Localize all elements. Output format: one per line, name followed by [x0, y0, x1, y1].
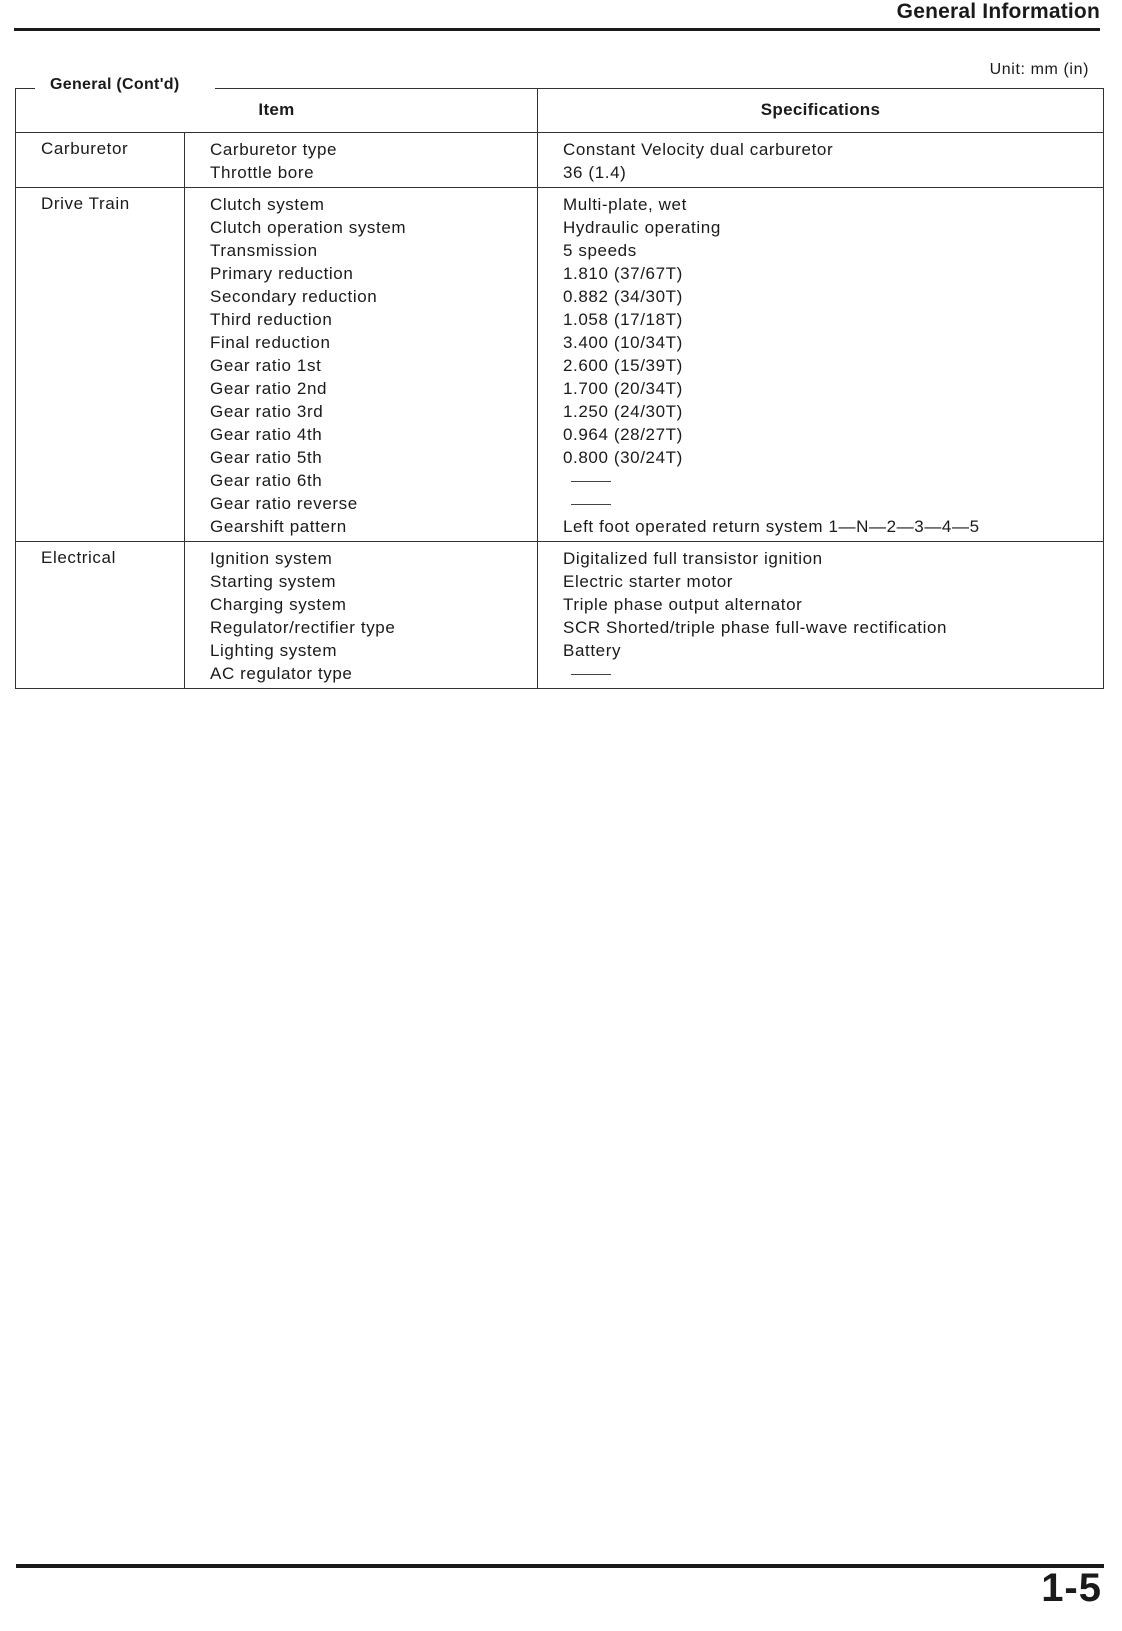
- spec-value: 3.400 (10/34T): [563, 333, 683, 352]
- spec-value: 5 speeds: [563, 241, 637, 260]
- spec-value: Left foot operated return system 1—N—2—3—4—5: [563, 517, 980, 536]
- item-label: Gear ratio 3rd: [210, 402, 324, 421]
- spec-cell: [538, 188, 1104, 542]
- spec-value: SCR Shorted/triple phase full-wave rectification: [563, 618, 948, 637]
- item-label: Carburetor type: [210, 140, 338, 159]
- item-label: Charging system: [210, 595, 347, 614]
- spec-not-applicable: [563, 469, 1103, 492]
- spec-value: 1.810 (37/67T): [563, 264, 683, 283]
- spec-value: Multi-plate, wet: [563, 195, 687, 214]
- spec-not-applicable: [563, 662, 1103, 685]
- page-number: 1-5: [1041, 1566, 1102, 1610]
- table-body: [16, 133, 1104, 689]
- item-label: Clutch system: [210, 195, 325, 214]
- not-applicable-dash: [571, 481, 611, 482]
- table-header-row: [16, 88, 1104, 133]
- item-label: Regulator/rectifier type: [210, 618, 396, 637]
- item-label: Gear ratio reverse: [210, 494, 358, 513]
- table-row: [16, 542, 1104, 689]
- spec-value: Electric starter motor: [563, 572, 734, 591]
- column-header-specifications: Specifications: [538, 88, 1104, 133]
- spec-table: [15, 88, 1104, 689]
- item-cell: [185, 133, 538, 188]
- category-cell: Drive Train: [16, 188, 185, 542]
- item-label: Gearshift pattern: [210, 517, 347, 536]
- section-label: General (Cont'd): [50, 76, 180, 93]
- spec-value: 0.800 (30/24T): [563, 448, 683, 467]
- item-label: Gear ratio 5th: [210, 448, 323, 467]
- item-label: Secondary reduction: [210, 287, 378, 306]
- footer-rule: [16, 1564, 1104, 1568]
- spec-value: 1.058 (17/18T): [563, 310, 683, 329]
- table-row: [16, 188, 1104, 542]
- table-row: [16, 133, 1104, 188]
- unit-label: Unit: mm (in): [989, 61, 1089, 78]
- item-label: Starting system: [210, 572, 337, 591]
- column-header-item: Item: [16, 88, 538, 133]
- item-label: Transmission: [210, 241, 318, 260]
- item-cell: [185, 542, 538, 689]
- spec-cell: [538, 133, 1104, 188]
- category-cell: Carburetor: [16, 133, 185, 188]
- spec-value: Triple phase output alternator: [563, 595, 803, 614]
- category-cell: Electrical: [16, 542, 185, 689]
- spec-value: 1.700 (20/34T): [563, 379, 683, 398]
- spec-value: 0.882 (34/30T): [563, 287, 683, 306]
- spec-value: Battery: [563, 641, 622, 660]
- not-applicable-dash: [571, 504, 611, 505]
- header-rule: [14, 28, 1100, 31]
- item-label: Gear ratio 1st: [210, 356, 322, 375]
- item-label: Lighting system: [210, 641, 338, 660]
- spec-not-applicable: [563, 492, 1103, 515]
- item-label: Clutch operation system: [210, 218, 407, 237]
- page-header-title: General Information: [896, 0, 1100, 23]
- spec-value: 36 (1.4): [563, 163, 627, 182]
- item-label: Final reduction: [210, 333, 331, 352]
- spec-value: 0.964 (28/27T): [563, 425, 683, 444]
- spec-cell: [538, 542, 1104, 689]
- item-label: Third reduction: [210, 310, 333, 329]
- item-label: Ignition system: [210, 549, 333, 568]
- not-applicable-dash: [571, 674, 611, 675]
- spec-value: Digitalized full transistor ignition: [563, 549, 823, 568]
- item-label: Gear ratio 4th: [210, 425, 323, 444]
- spec-value: Hydraulic operating: [563, 218, 721, 237]
- item-label: Primary reduction: [210, 264, 354, 283]
- spec-value: 2.600 (15/39T): [563, 356, 683, 375]
- item-label: Throttle bore: [210, 163, 315, 182]
- item-label: AC regulator type: [210, 664, 353, 683]
- spec-value: 1.250 (24/30T): [563, 402, 683, 421]
- item-label: Gear ratio 2nd: [210, 379, 328, 398]
- item-label: Gear ratio 6th: [210, 471, 323, 490]
- item-cell: [185, 188, 538, 542]
- spec-value: Constant Velocity dual carburetor: [563, 140, 834, 159]
